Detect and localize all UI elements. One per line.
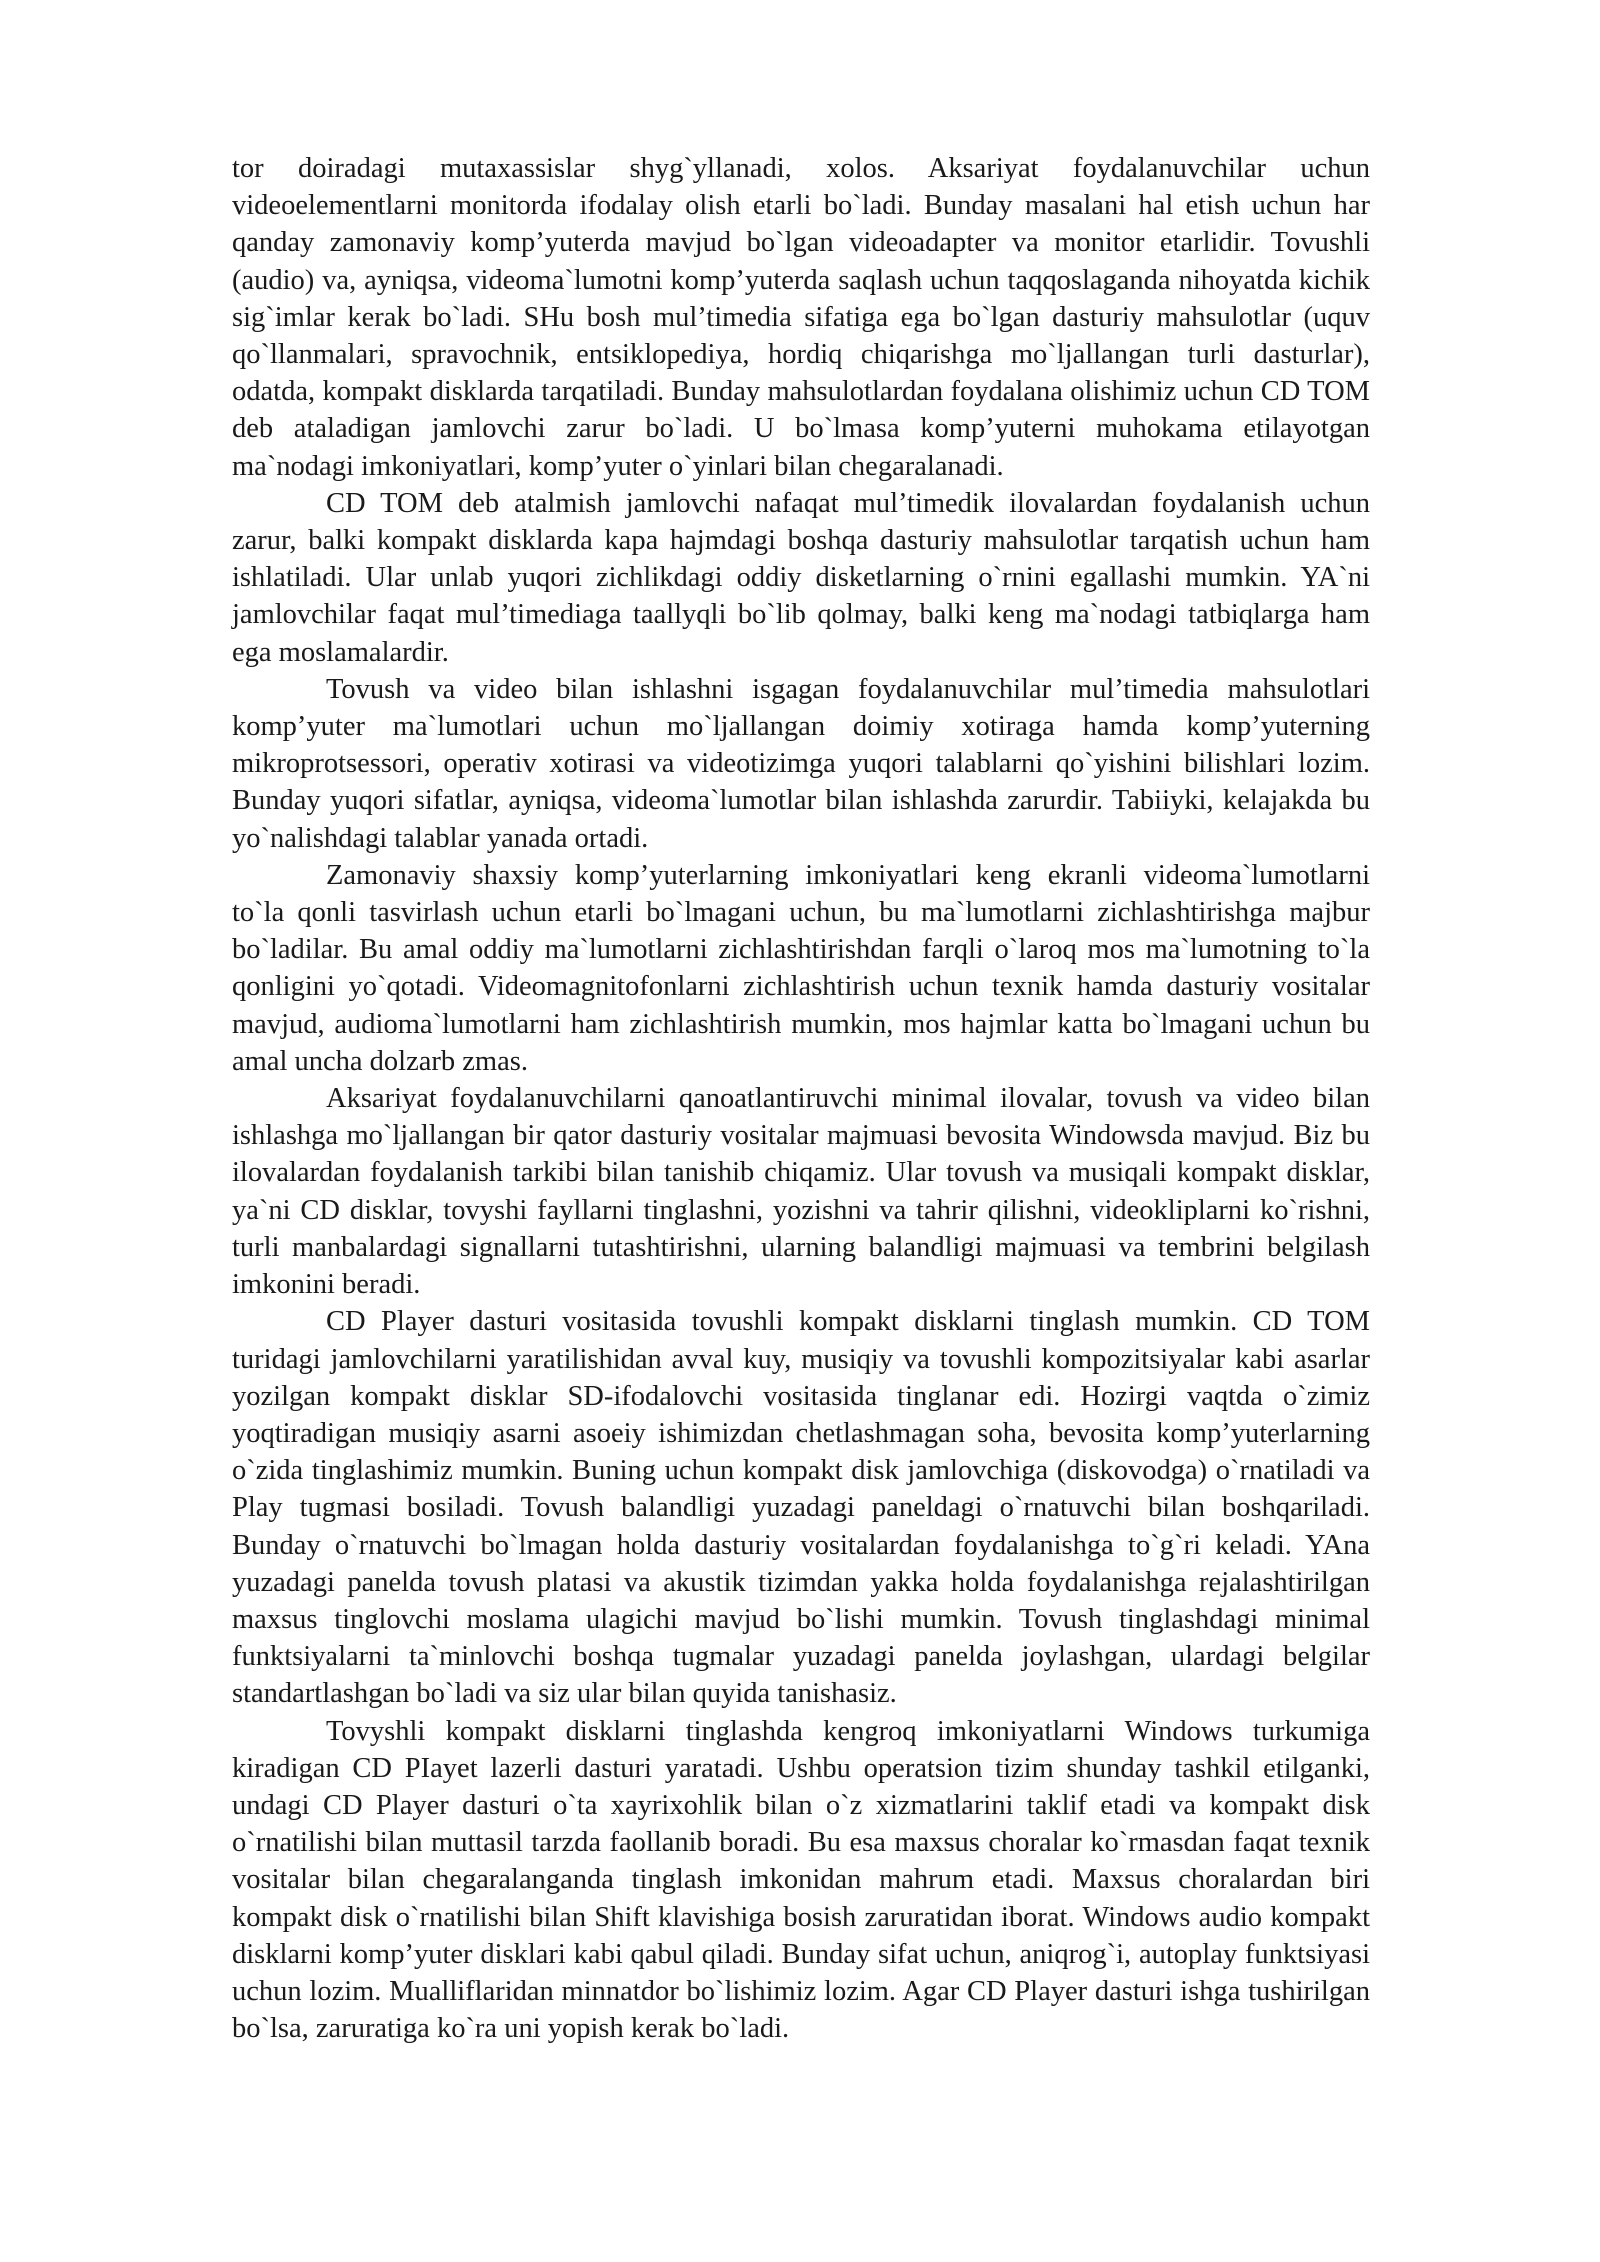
- paragraph-7: Tovyshli kompakt disklarni tinglashda kengroq imkoniyatlarni Windows turkumiga kiradigan CD PIayet lazerli dasturi yaratadi. Ushbu operatsion tizim shunday tashkil etilganki, undagi CD Player dasturi o`ta xayrixohlik bilan o`z xizmatlarini taklif etadi va kompakt disk o`rnatilishi bilan muttasil tarzda faollanib boradi. Bu esa maxsus choralar ko`rmasdan faqat texnik vositalar bilan chegaralanganda tinglash imkonidan mahrum etadi. Maxsus choralardan biri kompakt disk o`rnatilishi bilan Shift klavishiga bosish zaruratidan iborat. Windows audio kompakt disklarni komp’yuter disklari kabi qabul qiladi. Bunday sifat uchun, aniqrog`i, autoplay funktsiyasi uchun lozim. Mualliflaridan minnatdor bo`lishimiz lozim. Agar CD Player dasturi ishga tushirilgan bo`lsa, zaruratiga ko`ra uni yopish kerak bo`ladi.: [232, 1715, 1370, 2045]
- paragraph-4: Zamonaviy shaxsiy komp’yuterlarning imkoniyatlari keng ekranli videoma`lumotlarni to`la qonli tasvirlash uchun etarli bo`lmagani uchun, bu ma`lumotlarni zichlashtirishga majbur bo`ladilar. Bu amal oddiy ma`lumotlarni zichlashtirishdan farqli o`laroq mos ma`lumotning to`la qonligini yo`qotadi. Videomagnitofonlarni zichlashtirish uchun texnik hamda dasturiy vositalar mavjud, audioma`lumotlarni ham zichlashtirish mumkin, mos hajmlar katta bo`lmagani uchun bu amal uncha dolzarb zmas.: [232, 859, 1370, 1077]
- paragraph-2: CD TOM deb atalmish jamlovchi nafaqat mul’timedik ilovalardan foydalanish uchun zarur, balki kompakt disklarda kapa hajmdagi boshqa dasturiy mahsulotlar tarqatish uchun ham ishlatiladi. Ular unlab yuqori zichlikdagi oddiy disketlarning o`rnini egallashi mumkin. YA`ni jamlovchilar faqat mul’timediaga taallyqli bo`lib qolmay, balki keng ma`nodagi tatbiqlarga ham ega moslamalardir.: [232, 487, 1370, 668]
- paragraph-3: Tovush va video bilan ishlashni isgagan foydalanuvchilar mul’timedia mahsulotlari komp’yuter ma`lumotlari uchun mo`ljallangan doimiy xotiraga hamda komp’yuterning mikroprotsessori, operativ xotirasi va videotizimga yuqori talablarni qo`yishini bilishlari lozim. Bunday yuqori sifatlar, ayniqsa, videoma`lumotlar bilan ishlashda zarurdir. Tabiiyki, kelajakda bu yo`nalishdagi talablar yanada ortadi.: [232, 673, 1370, 854]
- document-page: [232, 150, 1370, 2047]
- paragraph-5: Aksariyat foydalanuvchilarni qanoatlantiruvchi minimal ilovalar, tovush va video bilan ishlashga mo`ljallangan bir qator dasturiy vositalar majmuasi bevosita Windowsda mavjud. Biz bu ilovalardan foydalanish tarkibi bilan tanishib chiqamiz. Ular tovush va musiqali kompakt disklar, ya`ni CD disklar, tovyshi fayllarni tinglashni, yozishni va tahrir qilishni, videokliplarni ko`rishni, turli manbalardagi signallarni tutashtirishni, ularning balandligi majmuasi va tembrini belgilash imkonini beradi.: [232, 1083, 1370, 1301]
- paragraph-1: tor doiradagi mutaxassislar shyg`yllanadi, xolos. Aksariyat foydalanuvchilar uchun videoelementlarni monitorda ifodalay olish etarli bo`ladi. Bunday masalani hal etish uchun har qanday zamonaviy komp’yuterda mavjud bo`lgan videoadapter va monitor etarlidir. Tovushli (audio) va, ayniqsa, videoma`lumotni komp’yuterda saqlash uchun taqqoslaganda nihoyatda kichik sig`imlar kerak bo`ladi. SHu bosh mul’timedia sifatiga ega bo`lgan dasturiy mahsulotlar (uquv qo`llanmalari, spravochnik, entsiklopediya, hordiq chiqarishga mo`ljallangan turli dasturlar), odatda, kompakt disklarda tarqatiladi. Bunday mahsulotlardan foydalana olishimiz uchun CD TOM deb ataladigan jamlovchi zarur bo`ladi. U bo`lmasa komp’yuterni muhokama etilayotgan ma`nodagi imkoniyatlari, komp’yuter o`yinlari bilan chegaralanadi.: [232, 153, 1370, 482]
- paragraph-6: CD Player dasturi vositasida tovushli kompakt disklarni tinglash mumkin. CD TOM turidagi jamlovchilarni yaratilishidan avval kuy, musiqiy va tovushli kompozitsiyalar kabi asarlar yozilgan kompakt disklar SD-ifodalovchi vositasida tinglanar edi. Hozirgi vaqtda o`zimiz yoqtiradigan musiqiy asarni asoeiy ishimizdan chetlashmagan soha, bevosita komp’yuterlarning o`zida tinglashimiz mumkin. Buning uchun kompakt disk jamlovchiga (diskovodga) o`rnatiladi va Play tugmasi bosiladi. Tovush balandligi yuzadagi paneldagi o`rnatuvchi bilan boshqariladi. Bunday o`rnatuvchi bo`lmagan holda dasturiy vositalardan foydalanishga to`g`ri keladi. YAna yuzadagi panelda tovush platasi va akustik tizimdan yakka holda foydalanishga rejalashtirilgan maxsus tinglovchi moslama ulagichi mavjud bo`lishi mumkin. Tovush tinglashdagi minimal funktsiyalarni ta`minlovchi boshqa tugmalar yuzadagi panelda joylashgan, ulardagi belgilar standartlashgan bo`ladi va siz ular bilan quyida tanishasiz.: [232, 1306, 1370, 1710]
